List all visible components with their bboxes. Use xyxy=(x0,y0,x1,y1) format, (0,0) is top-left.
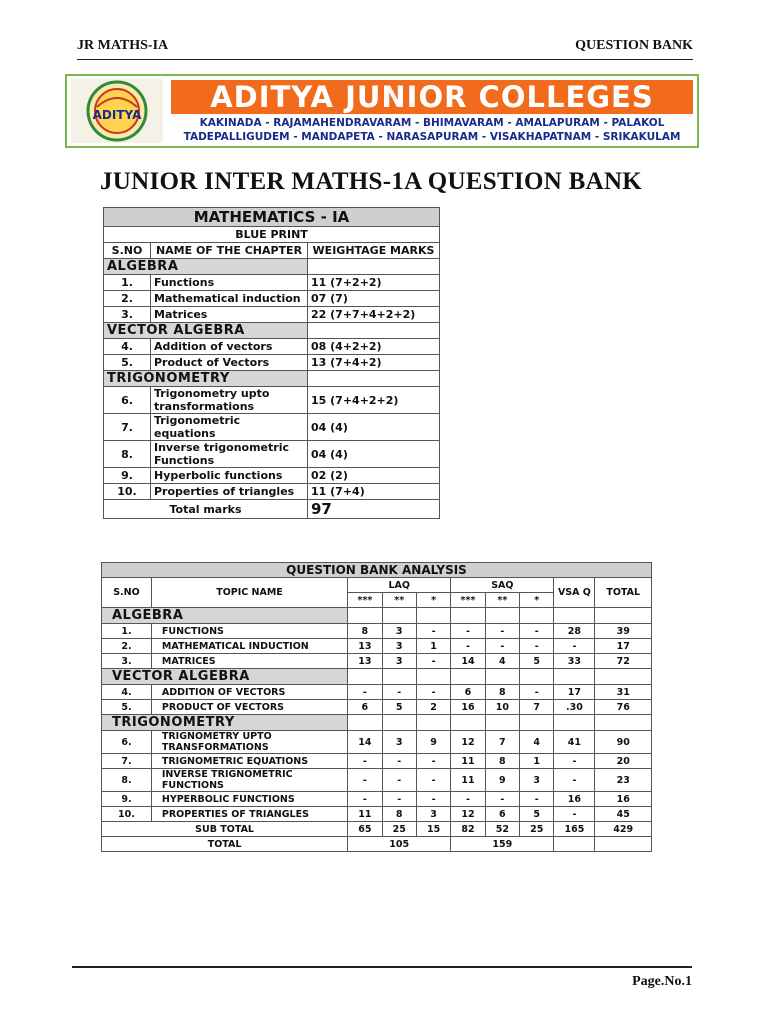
analysis-total-row xyxy=(102,837,652,852)
analysis-value: 6 xyxy=(348,700,382,715)
blueprint-section-name: TRIGONOMETRY xyxy=(104,371,308,387)
analysis-subtotal-value: 65 xyxy=(348,822,382,837)
analysis-value: - xyxy=(348,685,382,700)
blueprint-section-empty xyxy=(308,323,440,339)
blueprint-col-name: NAME OF THE CHAPTER xyxy=(151,243,308,259)
analysis-value: - xyxy=(382,792,416,807)
banner-locations-line2: TADEPALLIGUDEM - MANDAPETA - NARASAPURAM - VISAKHAPATNAM - SRIKAKULAM xyxy=(183,131,681,143)
analysis-value: .30 xyxy=(554,700,595,715)
analysis-value: 6 xyxy=(485,807,519,822)
analysis-value: 17 xyxy=(554,685,595,700)
analysis-value: - xyxy=(451,624,485,639)
blueprint-chapter: Trigonometry upto transformations xyxy=(151,387,308,414)
blueprint-sno: 3. xyxy=(104,307,151,323)
blueprint-row xyxy=(104,355,440,371)
analysis-section-empty xyxy=(382,608,416,624)
analysis-value: 11 xyxy=(451,754,485,769)
blueprint-section-empty xyxy=(308,259,440,275)
analysis-value: 13 xyxy=(348,654,382,669)
blueprint-row xyxy=(104,484,440,500)
analysis-col-saq: SAQ xyxy=(451,578,554,593)
analysis-value: 23 xyxy=(595,769,652,792)
blueprint-sno: 6. xyxy=(104,387,151,414)
analysis-col-topic: TOPIC NAME xyxy=(151,578,347,608)
analysis-value: 3 xyxy=(382,639,416,654)
analysis-section-empty xyxy=(348,608,382,624)
analysis-value: - xyxy=(554,754,595,769)
blueprint-marks: 02 (2) xyxy=(308,468,440,484)
blueprint-body xyxy=(104,259,440,500)
blueprint-marks: 04 (4) xyxy=(308,441,440,468)
blueprint-chapter: Properties of triangles xyxy=(151,484,308,500)
blueprint-marks: 22 (7+7+4+2+2) xyxy=(308,307,440,323)
analysis-value: - xyxy=(416,685,450,700)
analysis-value: - xyxy=(554,639,595,654)
analysis-value: 5 xyxy=(520,654,554,669)
analysis-value: - xyxy=(416,792,450,807)
analysis-row xyxy=(102,700,652,715)
analysis-value: 16 xyxy=(451,700,485,715)
analysis-section-empty xyxy=(554,608,595,624)
analysis-section-empty xyxy=(451,715,485,731)
analysis-topic: PROPERTIES OF TRIANGLES xyxy=(151,807,347,822)
analysis-total-laq: 105 xyxy=(348,837,451,852)
analysis-value: 9 xyxy=(485,769,519,792)
analysis-value: - xyxy=(554,769,595,792)
analysis-section-empty xyxy=(554,715,595,731)
logo-text: ADITYA xyxy=(92,108,142,122)
analysis-topic: MATRICES xyxy=(151,654,347,669)
analysis-value: 3 xyxy=(382,624,416,639)
analysis-section-empty xyxy=(485,715,519,731)
analysis-col-sno: S.NO xyxy=(102,578,152,608)
analysis-topic: HYPERBOLIC FUNCTIONS xyxy=(151,792,347,807)
analysis-value: 90 xyxy=(595,731,652,754)
analysis-value: 4 xyxy=(520,731,554,754)
analysis-section-empty xyxy=(595,715,652,731)
blueprint-chapter: Addition of vectors xyxy=(151,339,308,355)
page-header xyxy=(77,38,693,60)
blueprint-chapter: Inverse trigonometric Functions xyxy=(151,441,308,468)
blueprint-chapter: Mathematical induction xyxy=(151,291,308,307)
analysis-value: 7 xyxy=(485,731,519,754)
analysis-value: - xyxy=(416,654,450,669)
analysis-col-laq: LAQ xyxy=(348,578,451,593)
analysis-subtotal-value: 15 xyxy=(416,822,450,837)
blueprint-col-sno: S.NO xyxy=(104,243,151,259)
analysis-section-row xyxy=(102,608,652,624)
analysis-value: 39 xyxy=(595,624,652,639)
footer-rule xyxy=(72,966,692,968)
blueprint-total-label: Total marks xyxy=(104,500,308,519)
analysis-value: 11 xyxy=(451,769,485,792)
analysis-total-empty xyxy=(595,837,652,852)
analysis-row xyxy=(102,754,652,769)
analysis-sno: 2. xyxy=(102,639,152,654)
analysis-row xyxy=(102,807,652,822)
analysis-value: 6 xyxy=(451,685,485,700)
analysis-value: 76 xyxy=(595,700,652,715)
analysis-section-name: VECTOR ALGEBRA xyxy=(102,669,348,685)
blueprint-marks: 15 (7+4+2+2) xyxy=(308,387,440,414)
analysis-value: 3 xyxy=(520,769,554,792)
analysis-sno: 5. xyxy=(102,700,152,715)
analysis-body xyxy=(102,608,652,822)
analysis-row xyxy=(102,654,652,669)
analysis-value: 3 xyxy=(416,807,450,822)
blueprint-section-row xyxy=(104,371,440,387)
analysis-value: 9 xyxy=(416,731,450,754)
analysis-value: 41 xyxy=(554,731,595,754)
analysis-value: 13 xyxy=(348,639,382,654)
blueprint-marks: 13 (7+4+2) xyxy=(308,355,440,371)
analysis-sno: 10. xyxy=(102,807,152,822)
blueprint-section-name: ALGEBRA xyxy=(104,259,308,275)
analysis-value: 45 xyxy=(595,807,652,822)
page-number: Page.No.1 xyxy=(632,974,692,989)
blueprint-section-name: VECTOR ALGEBRA xyxy=(104,323,308,339)
analysis-sno: 6. xyxy=(102,731,152,754)
blueprint-sno: 1. xyxy=(104,275,151,291)
analysis-section-empty xyxy=(520,669,554,685)
analysis-section-empty xyxy=(485,669,519,685)
analysis-sno: 1. xyxy=(102,624,152,639)
analysis-section-empty xyxy=(416,715,450,731)
blueprint-section-empty xyxy=(308,371,440,387)
analysis-value: - xyxy=(348,792,382,807)
analysis-topic: ADDITION OF VECTORS xyxy=(151,685,347,700)
analysis-value: - xyxy=(520,639,554,654)
analysis-value: - xyxy=(416,769,450,792)
analysis-value: 72 xyxy=(595,654,652,669)
analysis-sno: 3. xyxy=(102,654,152,669)
analysis-value: 8 xyxy=(382,807,416,822)
analysis-value: 2 xyxy=(416,700,450,715)
analysis-value: - xyxy=(382,769,416,792)
blueprint-chapter: Hyperbolic functions xyxy=(151,468,308,484)
analysis-value: 31 xyxy=(595,685,652,700)
analysis-value: 8 xyxy=(485,754,519,769)
blueprint-section-row xyxy=(104,259,440,275)
analysis-value: - xyxy=(485,792,519,807)
analysis-star-header: ** xyxy=(382,593,416,608)
analysis-value: - xyxy=(451,792,485,807)
document-title: JUNIOR INTER MATHS-1A QUESTION BANK xyxy=(100,168,643,195)
analysis-topic: PRODUCT OF VECTORS xyxy=(151,700,347,715)
analysis-topic: FUNCTIONS xyxy=(151,624,347,639)
blueprint-row xyxy=(104,291,440,307)
analysis-section-empty xyxy=(382,669,416,685)
analysis-star-header: * xyxy=(520,593,554,608)
analysis-section-empty xyxy=(554,669,595,685)
analysis-section-empty xyxy=(451,669,485,685)
analysis-value: 4 xyxy=(485,654,519,669)
analysis-value: - xyxy=(520,624,554,639)
banner-locations-line1: KAKINADA - RAJAMAHENDRAVARAM - BHIMAVARAM - AMALAPURAM - PALAKOL xyxy=(199,117,665,129)
analysis-section-row xyxy=(102,669,652,685)
blueprint-section-row xyxy=(104,323,440,339)
blueprint-row xyxy=(104,307,440,323)
analysis-star-header: *** xyxy=(348,593,382,608)
analysis-value: 5 xyxy=(382,700,416,715)
analysis-subtotal-value: 429 xyxy=(595,822,652,837)
analysis-subtotal-value: 25 xyxy=(382,822,416,837)
analysis-value: - xyxy=(520,685,554,700)
header-doc-type: QUESTION BANK xyxy=(575,38,693,53)
analysis-subtotal-value: 82 xyxy=(451,822,485,837)
analysis-value: 3 xyxy=(382,654,416,669)
blueprint-marks: 11 (7+4) xyxy=(308,484,440,500)
analysis-col-vsaq: VSA Q xyxy=(554,578,595,608)
college-logo xyxy=(71,79,163,143)
blueprint-marks: 07 (7) xyxy=(308,291,440,307)
analysis-section-empty xyxy=(595,608,652,624)
analysis-section-empty xyxy=(485,608,519,624)
blueprint-row xyxy=(104,468,440,484)
analysis-row xyxy=(102,731,652,754)
analysis-value: - xyxy=(485,639,519,654)
banner-title: ADITYA JUNIOR COLLEGES xyxy=(171,80,693,114)
blueprint-col-weight: WEIGHTAGE MARKS xyxy=(308,243,440,259)
blueprint-chapter: Matrices xyxy=(151,307,308,323)
analysis-section-row xyxy=(102,715,652,731)
blueprint-row xyxy=(104,387,440,414)
analysis-section-name: TRIGONOMETRY xyxy=(102,715,348,731)
analysis-col-total: TOTAL xyxy=(595,578,652,608)
analysis-topic: INVERSE TRIGNOMETRIC FUNCTIONS xyxy=(151,769,347,792)
analysis-total-empty xyxy=(554,837,595,852)
blueprint-table xyxy=(103,207,440,519)
analysis-value: 3 xyxy=(382,731,416,754)
analysis-value: 7 xyxy=(520,700,554,715)
analysis-row xyxy=(102,685,652,700)
blueprint-marks: 11 (7+2+2) xyxy=(308,275,440,291)
blueprint-sno: 8. xyxy=(104,441,151,468)
analysis-value: 10 xyxy=(485,700,519,715)
analysis-row xyxy=(102,639,652,654)
blueprint-sno: 9. xyxy=(104,468,151,484)
analysis-section-empty xyxy=(382,715,416,731)
analysis-table xyxy=(101,562,652,852)
analysis-value: - xyxy=(348,754,382,769)
blueprint-row xyxy=(104,414,440,441)
analysis-section-empty xyxy=(520,608,554,624)
analysis-section-empty xyxy=(520,715,554,731)
analysis-value: 14 xyxy=(451,654,485,669)
analysis-star-header: *** xyxy=(451,593,485,608)
analysis-title: QUESTION BANK ANALYSIS xyxy=(102,563,652,578)
analysis-sno: 8. xyxy=(102,769,152,792)
analysis-value: - xyxy=(416,754,450,769)
analysis-topic: TRIGNOMETRY UPTO TRANSFORMATIONS xyxy=(151,731,347,754)
blueprint-chapter: Functions xyxy=(151,275,308,291)
analysis-row xyxy=(102,792,652,807)
analysis-section-empty xyxy=(348,715,382,731)
analysis-value: 14 xyxy=(348,731,382,754)
blueprint-row xyxy=(104,441,440,468)
blueprint-sno: 5. xyxy=(104,355,151,371)
header-rule xyxy=(77,59,693,60)
blueprint-chapter: Trigonometric equations xyxy=(151,414,308,441)
analysis-value: - xyxy=(554,807,595,822)
analysis-topic: MATHEMATICAL INDUCTION xyxy=(151,639,347,654)
analysis-section-empty xyxy=(416,669,450,685)
analysis-section-empty xyxy=(348,669,382,685)
blueprint-subtitle: BLUE PRINT xyxy=(104,227,440,243)
analysis-value: - xyxy=(382,685,416,700)
analysis-value: 28 xyxy=(554,624,595,639)
analysis-subtotal-value: 25 xyxy=(520,822,554,837)
header-subject: JR MATHS-IA xyxy=(77,38,169,53)
analysis-value: 8 xyxy=(485,685,519,700)
analysis-value: - xyxy=(451,639,485,654)
analysis-star-header: * xyxy=(416,593,450,608)
analysis-value: 5 xyxy=(520,807,554,822)
blueprint-total-value: 97 xyxy=(308,500,440,519)
blueprint-sno: 4. xyxy=(104,339,151,355)
blueprint-sno: 7. xyxy=(104,414,151,441)
blueprint-sno: 2. xyxy=(104,291,151,307)
analysis-sno: 9. xyxy=(102,792,152,807)
analysis-value: 16 xyxy=(554,792,595,807)
analysis-value: 1 xyxy=(416,639,450,654)
analysis-value: - xyxy=(416,624,450,639)
analysis-value: - xyxy=(520,792,554,807)
blueprint-marks: 04 (4) xyxy=(308,414,440,441)
analysis-row xyxy=(102,769,652,792)
blueprint-title: MATHEMATICS - IA xyxy=(104,208,440,227)
analysis-value: 17 xyxy=(595,639,652,654)
analysis-sno: 4. xyxy=(102,685,152,700)
analysis-section-empty xyxy=(451,608,485,624)
analysis-value: - xyxy=(382,754,416,769)
analysis-section-empty xyxy=(416,608,450,624)
analysis-sno: 7. xyxy=(102,754,152,769)
analysis-value: 20 xyxy=(595,754,652,769)
analysis-value: 11 xyxy=(348,807,382,822)
analysis-total-label: TOTAL xyxy=(102,837,348,852)
college-banner xyxy=(65,74,699,148)
blueprint-marks: 08 (4+2+2) xyxy=(308,339,440,355)
analysis-star-header: ** xyxy=(485,593,519,608)
page-footer xyxy=(72,966,692,989)
analysis-subtotal-value: 52 xyxy=(485,822,519,837)
blueprint-row xyxy=(104,339,440,355)
analysis-value: 1 xyxy=(520,754,554,769)
analysis-value: 12 xyxy=(451,731,485,754)
analysis-section-name: ALGEBRA xyxy=(102,608,348,624)
analysis-row xyxy=(102,624,652,639)
analysis-subtotal-row xyxy=(102,822,652,837)
analysis-section-empty xyxy=(595,669,652,685)
analysis-value: 33 xyxy=(554,654,595,669)
analysis-value: - xyxy=(348,769,382,792)
blueprint-row xyxy=(104,275,440,291)
analysis-value: 8 xyxy=(348,624,382,639)
analysis-subtotal-value: 165 xyxy=(554,822,595,837)
analysis-value: 12 xyxy=(451,807,485,822)
blueprint-sno: 10. xyxy=(104,484,151,500)
analysis-subtotal-label: SUB TOTAL xyxy=(102,822,348,837)
analysis-total-saq: 159 xyxy=(451,837,554,852)
blueprint-chapter: Product of Vectors xyxy=(151,355,308,371)
analysis-value: - xyxy=(485,624,519,639)
analysis-topic: TRIGNOMETRIC EQUATIONS xyxy=(151,754,347,769)
analysis-value: 16 xyxy=(595,792,652,807)
